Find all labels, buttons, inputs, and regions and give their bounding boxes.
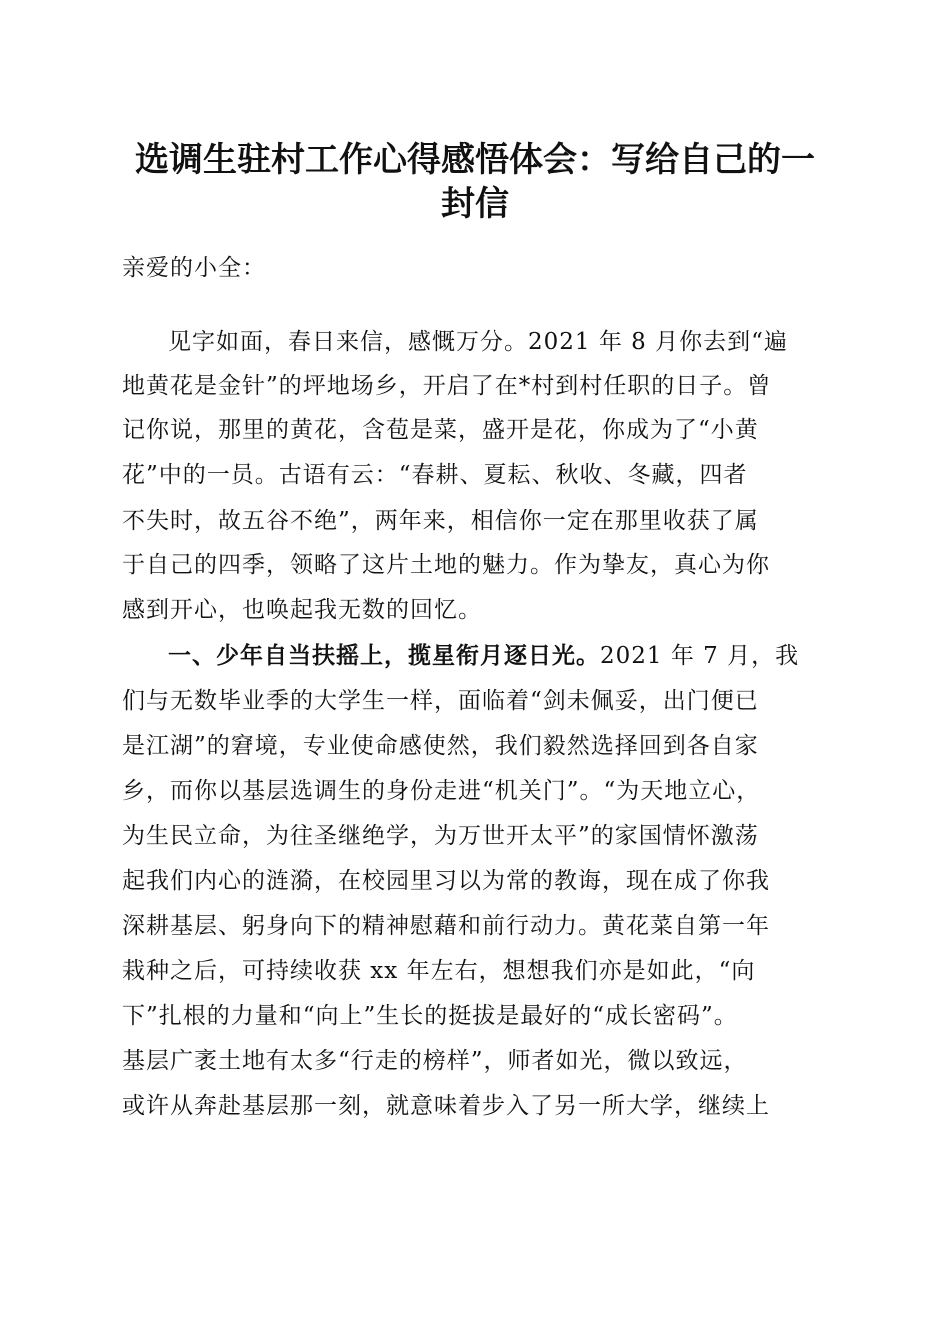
paragraph-1-line: 不失时，故五谷不绝”，两年来，相信你一定在那里收获了属 <box>122 508 759 534</box>
section-heading: 一、少年自当扶摇上，揽星衔月逐日光。 <box>168 643 600 669</box>
paragraph-2-line: 栽种之后，可持续收获 xx 年左右，想想我们亦是如此，“向 <box>122 958 756 984</box>
paragraph-2-line: 是江湖”的窘境，专业使命感使然，我们毅然选择回到各自家 <box>122 733 759 759</box>
paragraph-1-line: 记你说，那里的黄花，含苞是菜，盛开是花，你成为了“小黄 <box>122 417 759 443</box>
paragraph-2-first-text: 2021 年 7 月，我 <box>600 643 800 669</box>
paragraph-1-line: 于自己的四季，领略了这片土地的魅力。作为挚友，真心为你 <box>122 552 770 578</box>
paragraph-1-line: 感到开心，也唤起我无数的回忆。 <box>122 597 482 623</box>
paragraph-2-line: 为生民立命，为往圣继绝学，为万世开太平”的家国情怀激荡 <box>122 823 759 849</box>
paragraph-1-line: 地黄花是金针”的坪地场乡，开启了在*村到村任职的日子。曾 <box>122 373 772 399</box>
salutation: 亲爱的小全： <box>122 255 266 281</box>
paragraph-2-line: 下”扎根的力量和“向上”生长的挺拔是最好的“成长密码”。 <box>122 1003 738 1029</box>
document-title-line-2: 封信 <box>441 184 509 224</box>
document-title-line-1: 选调生驻村工作心得感悟体会：写给自己的一 <box>135 140 815 180</box>
paragraph-2-line: 们与无数毕业季的大学生一样，面临着“剑未佩妥，出门便已 <box>122 688 759 714</box>
paragraph-2-line: 乡，而你以基层选调生的身份走进“机关门”。“为天地立心， <box>122 778 761 804</box>
paragraph-2-line: 基层广袤土地有太多“行走的榜样”，师者如光，微以致远， <box>122 1048 748 1074</box>
paragraph-1-line: 花”中的一员。古语有云：“春耕、夏耘、秋收、冬藏，四者 <box>122 462 748 488</box>
paragraph-2-first-line <box>168 640 842 672</box>
paragraph-2-line: 深耕基层、躬身向下的精神慰藉和前行动力。黄花菜自第一年 <box>122 913 770 939</box>
paragraph-2-line: 或许从奔赴基层那一刻，就意味着步入了另一所大学，继续上 <box>122 1093 770 1119</box>
paragraph-2-line: 起我们内心的涟漪，在校园里习以为常的教诲，现在成了你我 <box>122 868 770 894</box>
paragraph-1-line: 见字如面，春日来信，感慨万分。2021 年 8 月你去到“遍 <box>168 329 788 355</box>
